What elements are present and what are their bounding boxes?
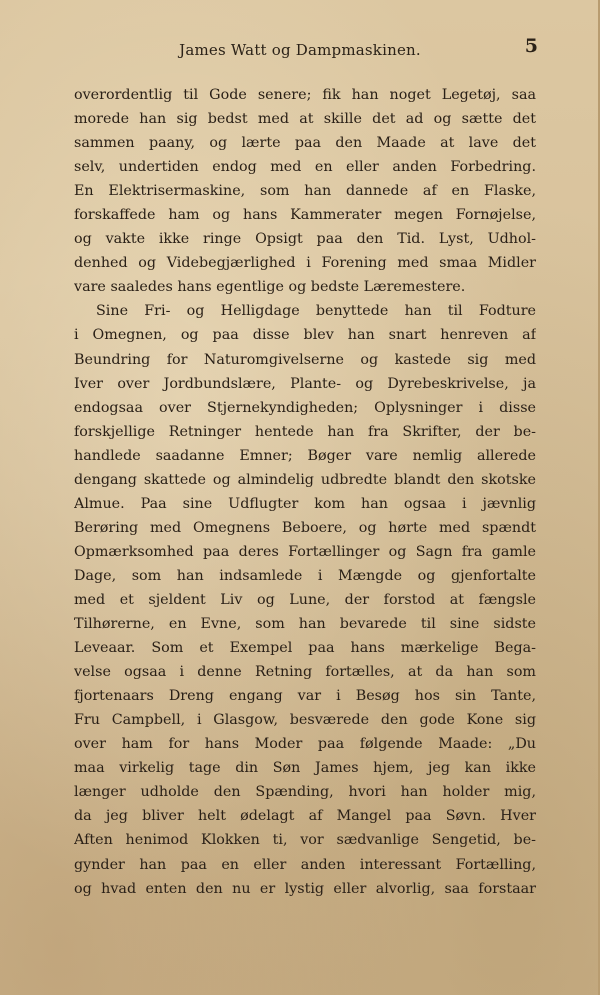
paragraph-start-line: Sine Fri- og Helligdage benyttede han til Fodture — [96, 303, 536, 320]
text-line: med et sjeldent Liv og Lune, der forstod at fængsle — [74, 591, 536, 608]
text-line: Tilhørerne, en Evne, som han bevarede til sine sidste — [74, 616, 536, 633]
text-line: Leveaar. Som et Exempel paa hans mærkelige Bega- — [74, 640, 536, 657]
text-line: forskjellige Retninger hentede han fra Skrifter, der be- — [74, 423, 536, 440]
text-line: sammen paany, og lærte paa den Maade at lave det — [74, 135, 536, 152]
text-line: længer udholde den Spænding, hvori han holder mig, — [74, 784, 536, 801]
text-line: denhed og Videbegjærlighed i Forening med smaa Midler — [74, 255, 536, 272]
text-line: Dage, som han indsamlede i Mængde og gjenfortalte — [74, 567, 536, 584]
text-line: handlede saadanne Emner; Bøger vare nemlig allerede — [74, 447, 536, 464]
text-line: endogsaa over Stjernekyndigheden; Oplysninger i disse — [74, 399, 536, 416]
text-line: i Omegnen, og paa disse blev han snart henreven af — [74, 327, 536, 344]
text-line: og vakte ikke ringe Opsigt paa den Tid. Lyst, Udhol- — [74, 231, 536, 248]
text-line: selv, undertiden endog med en eller anden Forbedring. — [74, 159, 536, 176]
text-line: maa virkelig tage din Søn James hjem, jeg kan ikke — [74, 760, 536, 777]
text-line: Fru Campbell, i Glasgow, besværede den gode Kone sig — [74, 712, 536, 729]
text-line: da jeg bliver helt ødelagt af Mangel paa Søvn. Hver — [74, 808, 536, 825]
page-number: 5 — [524, 35, 538, 57]
text-line: gynder han paa en eller anden interessant Fortælling, — [74, 856, 536, 873]
text-line: Aften henimod Klokken ti, vor sædvanlige Sengetid, be- — [74, 832, 536, 849]
text-line: forskaffede ham og hans Kammerater megen Fornøjelse, — [74, 207, 536, 224]
text-line: Iver over Jordbundslære, Plante- og Dyrebeskrivelse, ja — [74, 375, 536, 392]
text-line: fjortenaars Dreng engang var i Besøg hos sin Tante, — [74, 688, 536, 705]
text-line: overordentlig til Gode senere; fik han noget Legetøj, saa — [74, 87, 536, 103]
page-header — [0, 33, 600, 63]
body-text — [74, 83, 536, 901]
text-line: dengang skattede og almindelig udbredte blandt den skotske — [74, 471, 536, 488]
text-line: over ham for hans Moder paa følgende Maade: „Du — [74, 736, 536, 753]
text-line: Berøring med Omegnens Beboere, og hørte med spændt — [74, 519, 536, 536]
text-line: og hvad enten den nu er lystig eller alvorlig, saa forstaar — [74, 880, 536, 897]
running-head: James Watt og Dampmaskinen. — [179, 41, 421, 59]
text-line: En Elektrisermaskine, som han dannede af en Flaske, — [74, 183, 536, 200]
text-line: vare saaledes hans egentlige og bedste Læremestere. — [74, 279, 466, 296]
text-line: velse ogsaa i denne Retning fortælles, at da han som — [74, 664, 536, 681]
text-line: Beundring for Naturomgivelserne og kastede sig med — [74, 351, 536, 368]
text-line: morede han sig bedst med at skille det ad og sætte det — [74, 111, 536, 128]
text-line: Almue. Paa sine Udflugter kom han ogsaa i jævnlig — [74, 495, 536, 512]
text-line: Opmærksomhed paa deres Fortællinger og Sagn fra gamle — [74, 543, 536, 560]
